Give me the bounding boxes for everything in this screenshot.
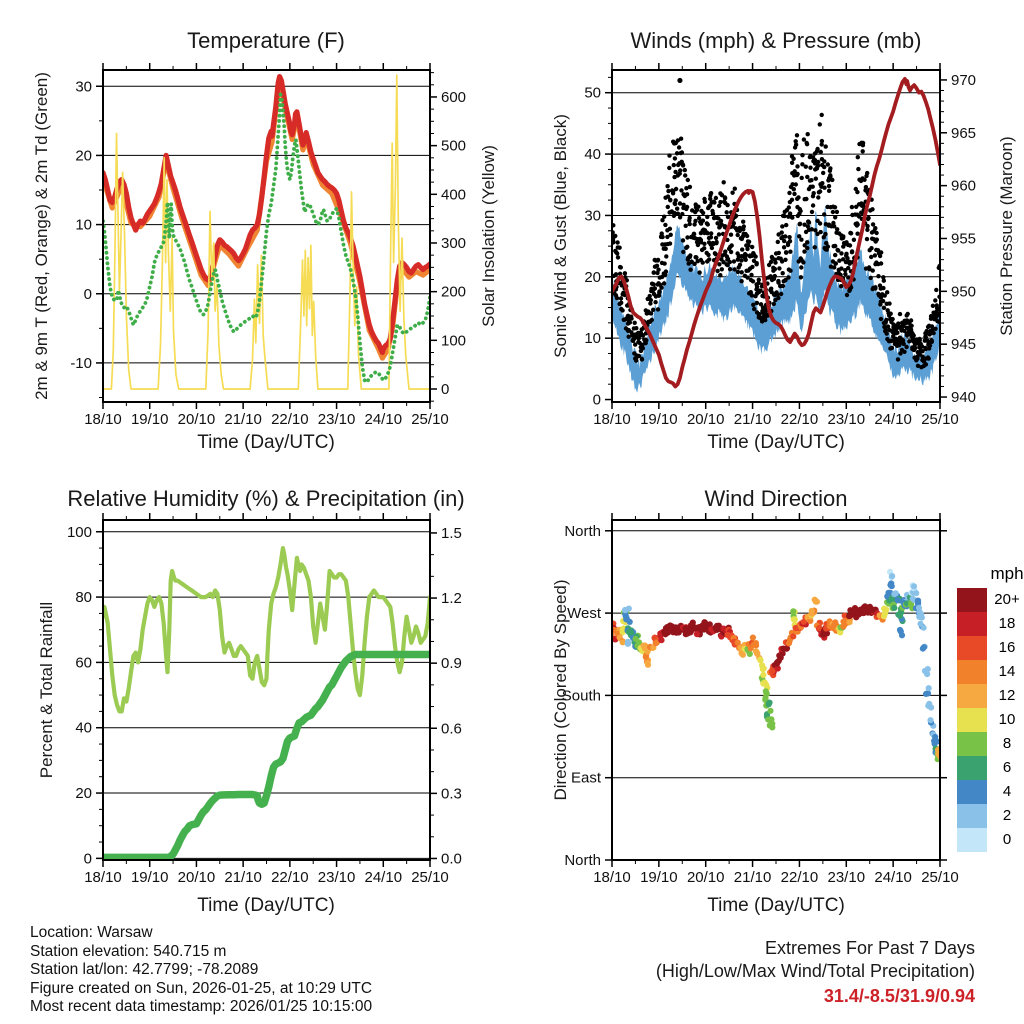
svg-text:19/10: 19/10 (130, 411, 169, 428)
svg-text:0: 0 (83, 850, 92, 868)
extremes-title: Extremes For Past 7 Days (764, 938, 975, 958)
station-info (30, 924, 372, 1017)
data-timestamp: Most recent data timestamp: 2026/01/25 10:15:00 (30, 998, 373, 1016)
svg-text:965: 965 (951, 124, 977, 142)
svg-text:300: 300 (441, 234, 467, 252)
svg-text:970: 970 (951, 71, 977, 89)
svg-text:955: 955 (951, 230, 977, 248)
svg-text:21/10: 21/10 (733, 411, 772, 428)
svg-text:0: 0 (441, 381, 450, 399)
colorbar-swatch (957, 588, 987, 612)
svg-text:23/10: 23/10 (827, 411, 866, 428)
ylabel-winds-right: Station Pressure (Maroon) (997, 136, 1016, 336)
xlabel-temperature: Time (Day/UTC) (197, 432, 335, 453)
svg-text:30: 30 (584, 207, 601, 225)
svg-text:80: 80 (75, 589, 92, 607)
svg-text:24/10: 24/10 (874, 411, 912, 428)
ylabel-temperature-left: 2m & 9m T (Red, Orange) & 2m Td (Green) (32, 72, 51, 400)
svg-text:940: 940 (951, 389, 977, 407)
svg-text:-10: -10 (70, 354, 92, 372)
svg-text:400: 400 (441, 186, 467, 204)
svg-text:22/10: 22/10 (271, 869, 309, 886)
svg-text:10: 10 (584, 330, 601, 348)
colorbar-label: 0 (1002, 831, 1012, 848)
svg-text:23/10: 23/10 (827, 869, 866, 886)
svg-text:West: West (567, 605, 601, 623)
svg-text:10: 10 (75, 216, 92, 234)
xlabel-humidity: Time (Day/UTC) (197, 895, 335, 916)
colorbar-swatch (957, 804, 987, 828)
svg-text:0: 0 (592, 391, 601, 409)
colorbar-swatch (957, 756, 987, 780)
svg-text:25/10: 25/10 (921, 411, 959, 428)
svg-text:20/10: 20/10 (686, 411, 725, 428)
ylabel-temperature-right: Solar Insolation (Yellow) (479, 145, 498, 327)
svg-text:100: 100 (441, 332, 467, 350)
svg-text:50: 50 (584, 84, 601, 102)
colorbar-swatch (957, 660, 987, 684)
svg-text:23/10: 23/10 (317, 869, 356, 886)
extremes-legend: (High/Low/Max Wind/Total Precipitation) (655, 961, 975, 981)
svg-text:20: 20 (584, 268, 601, 286)
colorbar-label: 4 (1002, 783, 1012, 800)
ylabel-direction-left: Direction (Colored By Speed) (551, 579, 570, 801)
svg-text:East: East (570, 769, 601, 787)
colorbar-labels (989, 588, 1024, 852)
svg-text:0.6: 0.6 (441, 720, 462, 738)
svg-text:23/10: 23/10 (317, 411, 356, 428)
xlabel-winds: Time (Day/UTC) (707, 432, 845, 453)
station-elevation: Station elevation: 540.715 m (30, 942, 227, 960)
svg-text:100: 100 (66, 523, 92, 541)
colorbar-swatch (957, 732, 987, 756)
svg-text:1.5: 1.5 (441, 524, 462, 542)
svg-text:North: North (564, 852, 601, 869)
svg-text:18/10: 18/10 (593, 869, 631, 886)
svg-text:960: 960 (951, 177, 977, 195)
colorbar-swatch (957, 780, 987, 804)
svg-text:25/10: 25/10 (411, 869, 449, 886)
svg-text:0.3: 0.3 (441, 785, 462, 803)
svg-text:30: 30 (75, 78, 92, 96)
speed-colorbar (957, 588, 987, 852)
colorbar-label: 20+ (994, 591, 1020, 608)
svg-text:22/10: 22/10 (271, 411, 309, 428)
colorbar-label: 12 (998, 687, 1016, 704)
svg-text:22/10: 22/10 (780, 869, 819, 886)
colorbar-swatch (957, 828, 987, 852)
svg-text:0.9: 0.9 (441, 655, 462, 673)
svg-text:0.0: 0.0 (441, 850, 462, 868)
svg-text:19/10: 19/10 (640, 869, 678, 886)
svg-text:18/10: 18/10 (593, 411, 631, 428)
colorbar-label: 16 (998, 639, 1016, 656)
colorbar-label: 10 (998, 711, 1016, 728)
svg-text:North: North (564, 522, 601, 540)
figure-created: Figure created on Sun, 2026-01-25, at 10:29 UTC (30, 979, 373, 997)
svg-text:20/10: 20/10 (177, 411, 216, 428)
ylabel-humidity-left: Percent & Total Rainfall (37, 601, 56, 779)
panel-title-temperature: Temperature (F) (187, 28, 345, 53)
svg-text:0: 0 (83, 285, 92, 303)
svg-text:24/10: 24/10 (874, 869, 912, 886)
svg-text:19/10: 19/10 (640, 411, 678, 428)
svg-text:19/10: 19/10 (130, 869, 169, 886)
svg-text:950: 950 (951, 283, 977, 301)
svg-text:20: 20 (75, 785, 92, 803)
svg-text:40: 40 (75, 719, 92, 737)
svg-text:24/10: 24/10 (364, 869, 403, 886)
colorbar-label: 8 (1002, 735, 1012, 752)
colorbar-swatch (957, 612, 987, 636)
colorbar-swatch (957, 708, 987, 732)
svg-text:21/10: 21/10 (733, 869, 772, 886)
svg-text:1.2: 1.2 (441, 590, 462, 608)
colorbar-label: 2 (1002, 807, 1012, 824)
ylabel-winds-left: Sonic Wind & Gust (Blue, Black) (551, 114, 570, 358)
station-latlon: Station lat/lon: 42.7799; -78.2089 (30, 961, 259, 979)
svg-text:18/10: 18/10 (84, 869, 122, 886)
svg-text:18/10: 18/10 (84, 411, 122, 428)
xlabel-direction: Time (Day/UTC) (707, 895, 845, 916)
svg-text:500: 500 (441, 137, 467, 155)
svg-text:22/10: 22/10 (780, 411, 819, 428)
svg-text:945: 945 (951, 336, 977, 354)
colorbar-swatch (957, 684, 987, 708)
colorbar-title: mph (990, 564, 1024, 583)
svg-text:20/10: 20/10 (177, 869, 216, 886)
svg-text:21/10: 21/10 (224, 869, 262, 886)
svg-text:40: 40 (584, 146, 601, 164)
svg-text:20/10: 20/10 (686, 869, 725, 886)
panel-title-direction: Wind Direction (704, 486, 848, 511)
svg-text:600: 600 (441, 88, 467, 106)
extremes-block (656, 937, 975, 1008)
svg-text:21/10: 21/10 (224, 411, 262, 428)
colorbar-label: 14 (998, 663, 1016, 680)
colorbar-label: 6 (1002, 759, 1012, 776)
station-location: Location: Warsaw (30, 924, 153, 941)
svg-text:200: 200 (441, 283, 467, 301)
extremes-values: 31.4/-8.5/31.9/0.94 (823, 986, 975, 1006)
svg-text:25/10: 25/10 (411, 411, 449, 428)
panel-title-humidity: Relative Humidity (%) & Precipitation (in) (67, 486, 465, 511)
svg-text:20: 20 (75, 147, 92, 165)
colorbar-swatch (957, 636, 987, 660)
svg-text:25/10: 25/10 (921, 869, 959, 886)
colorbar-label: 18 (998, 615, 1016, 632)
svg-text:60: 60 (75, 654, 92, 672)
svg-text:24/10: 24/10 (364, 411, 403, 428)
panel-title-winds: Winds (mph) & Pressure (mb) (630, 28, 922, 53)
svg-text:South: South (561, 687, 601, 705)
